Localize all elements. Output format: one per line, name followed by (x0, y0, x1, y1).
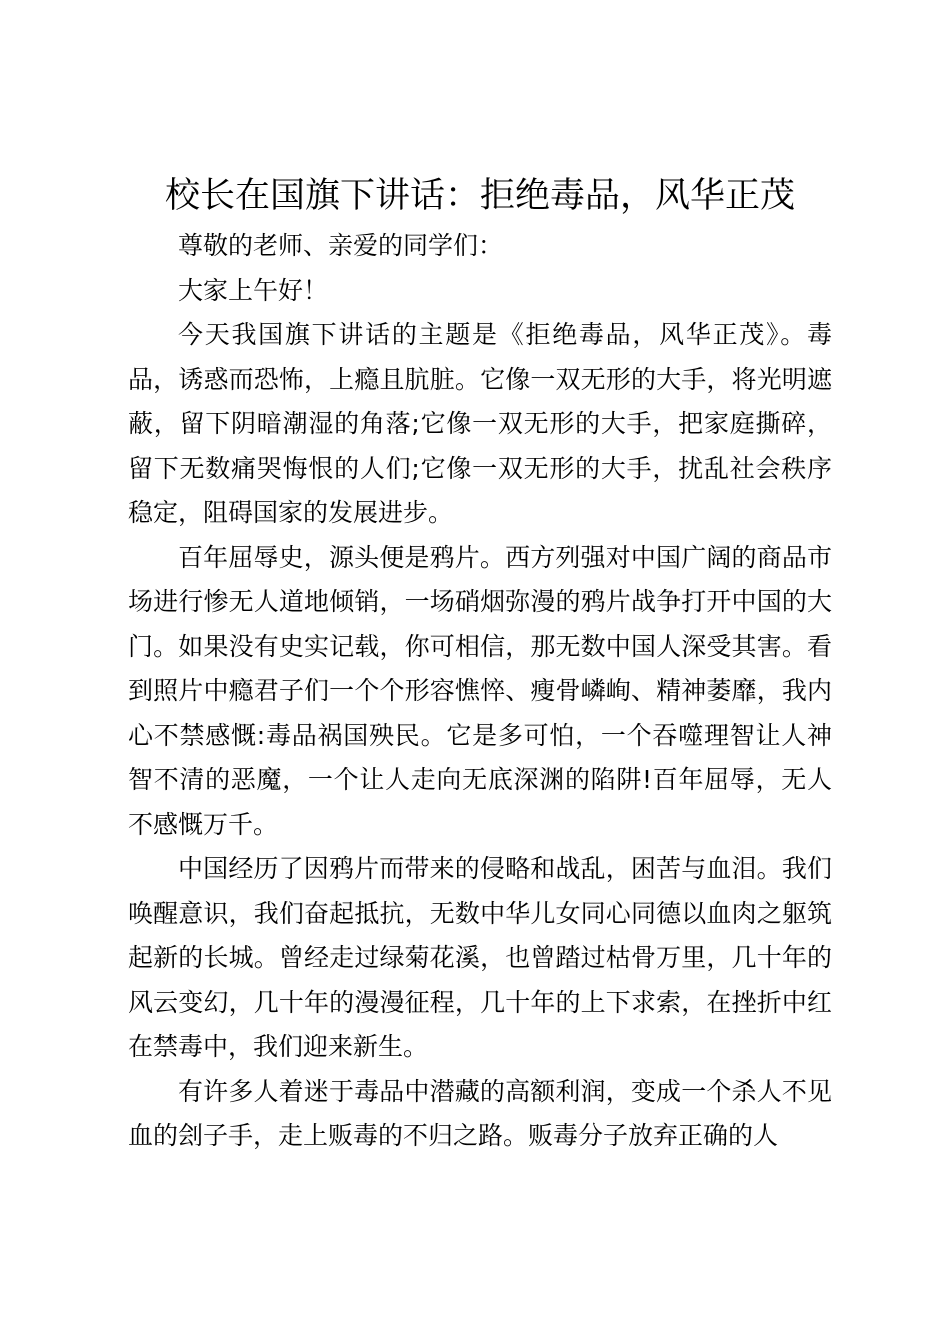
body-paragraph: 百年屈辱史，源头便是鸦片。西方列强对中国广阔的商品市场进行惨无人道地倾销，一场硝烟弥漫的鸦片战争打开中国的大门。如果没有史实记载，你可相信，那无数中国人深受其害。看到照片中瘾君子们一个个形容憔悴、瘦骨嶙峋、精神萎靡，我内心不禁感慨:毒品祸国殃民。它是多可怕，一个吞噬理智让人神智不清的恶魔，一个让人走向无底深渊的陷阱!百年屈辱，无人不感慨万千。 (128, 542, 832, 839)
body-paragraph: 中国经历了因鸦片而带来的侵略和战乱，困苦与血泪。我们唤醒意识，我们奋起抵抗，无数中华儿女同心同德以血肉之躯筑起新的长城。曾经走过绿菊花溪，也曾踏过枯骨万里，几十年的风云变幻，几十年的漫漫征程，几十年的上下求索，在挫折中红在禁毒中，我们迎来新生。 (128, 854, 832, 1061)
salutation: 尊敬的老师、亲爱的同学们： (178, 231, 504, 260)
greeting: 大家上午好！ (178, 275, 329, 305)
body-paragraph: 今天我国旗下讲话的主题是《拒绝毒品，风华正茂》。毒品，诱惑而恐怖，上瘾且肮脏。它像一双无形的大手，将光明遮蔽，留下阴暗潮湿的角落;它像一双无形的大手，把家庭撕碎，留下无数痛哭悔恨的人们;它像一双无形的大手，扰乱社会秩序稳定，阻碍国家的发展进步。 (128, 320, 832, 527)
document-page (128, 168, 832, 1159)
document-title: 校长在国旗下讲话：拒绝毒品，风华正茂 (164, 176, 795, 216)
body-paragraph: 有许多人着迷于毒品中潜藏的高额利润，变成一个杀人不见血的刽子手，走上贩毒的不归之路。贩毒分子放弃正确的人 (128, 1076, 832, 1150)
